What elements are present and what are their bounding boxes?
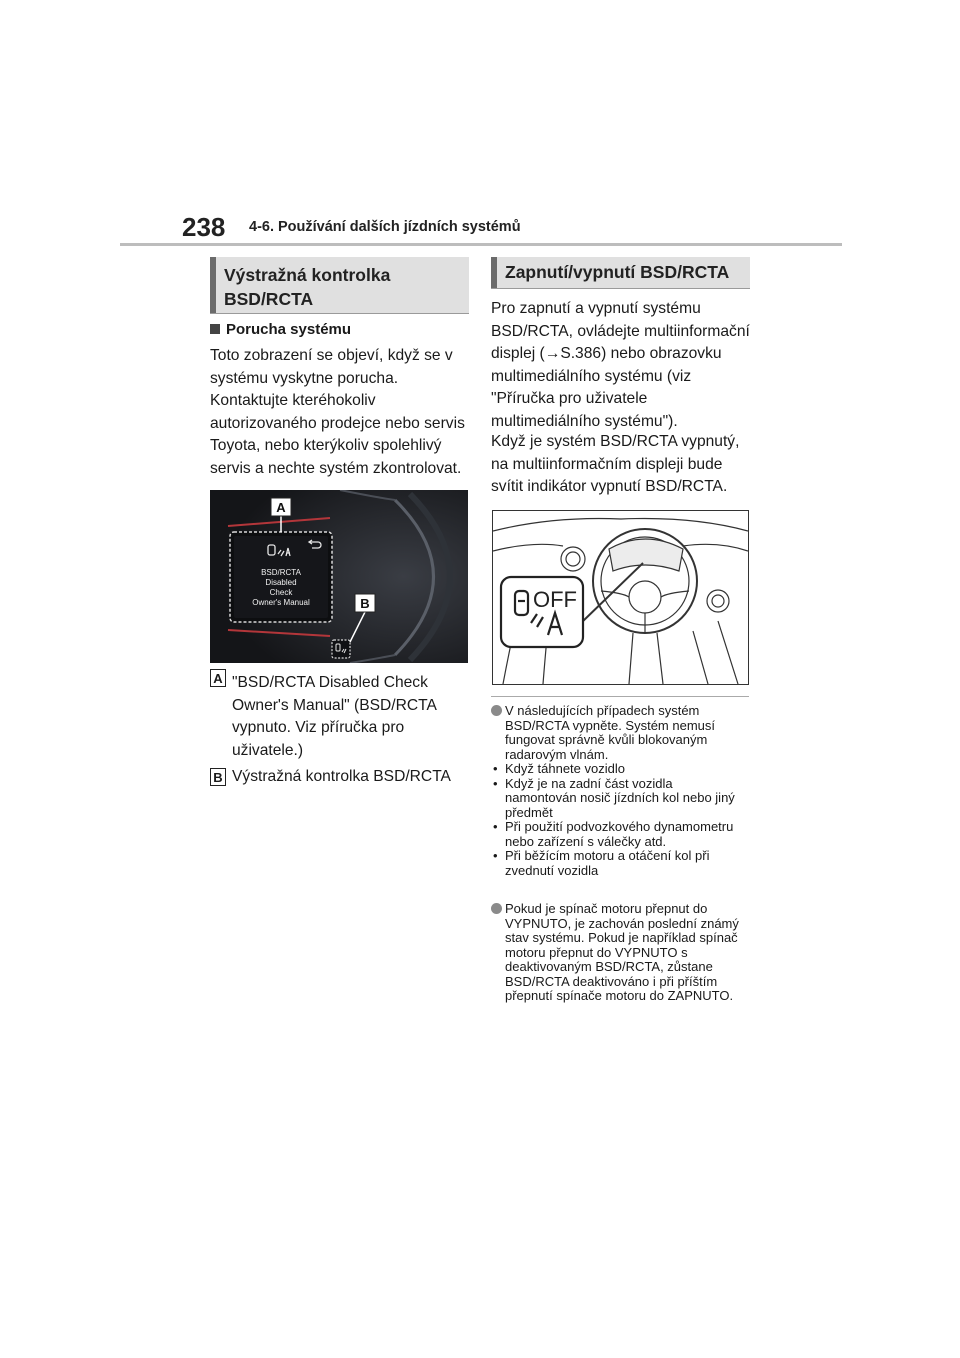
note-bullet-1: • Když táhnete vozidlo xyxy=(491,762,747,777)
car-interior-figure xyxy=(492,510,749,685)
screen-line4: Owner's Manual xyxy=(252,598,310,607)
square-bullet-icon xyxy=(210,324,220,334)
right-vent xyxy=(707,590,729,612)
note-text-1: V následujících případech systém BSD/RCTA vypněte. Systém nemusí fungovat správně kvůli blokovaným radarovým vlnám. xyxy=(505,703,715,762)
note-item-2 xyxy=(491,902,747,1004)
section-underline xyxy=(210,313,469,314)
page-number: 238 xyxy=(182,212,226,242)
note-main-1 xyxy=(491,704,747,762)
section-title-line2: BSD/RCTA xyxy=(224,289,314,309)
section-title-warning-light xyxy=(210,257,469,313)
chapter-title: 4-6. Používání dalších jízdních systémů xyxy=(249,219,521,235)
legend-text-a: "BSD/RCTA Disabled Check Owner's Manual" (BSD/RCTA vypnuto. Viz příručka pro uživatele.) xyxy=(232,674,437,759)
note-item-1 xyxy=(491,704,747,878)
note-bullet-2: • Když je na zadní část vozidla namontován nosič jízdních kol nebo jiný předmět xyxy=(491,777,747,821)
note-bullet-icon xyxy=(491,903,502,914)
screen-line3: Check xyxy=(269,588,293,597)
dashboard-figure xyxy=(210,490,468,663)
notes-rule xyxy=(491,696,749,697)
car-interior-illustration xyxy=(493,511,748,684)
subsection-title xyxy=(210,319,351,342)
callout-b-label: B xyxy=(360,596,370,611)
left-vent xyxy=(561,547,585,571)
screen-line1: BSD/RCTA xyxy=(261,568,301,577)
note-text-2: Pokud je spínač motoru přepnut do VYPNUTO, je zachován poslední známý stav systému. Pokud je například spínač motoru přepnut do VYPNUTO s deaktivovaným BSD/RCTA, zůstane BSD/RCTA deaktivováno i při příštím přepnutí spínače motoru do ZAPNUTO. xyxy=(505,901,739,1003)
indicator-pointer xyxy=(581,563,643,623)
screen-line2: Disabled xyxy=(265,578,297,587)
legend-tag-b: B xyxy=(210,768,226,786)
section-underline-right xyxy=(491,288,750,289)
legend-text-b: Výstražná kontrolka BSD/RCTA xyxy=(232,768,451,785)
on-off-paragraph-1: Pro zapnutí a vypnutí systému BSD/RCTA, ovládejte multiinformační displej (→S.386) nebo obrazovku multimediálního systému (viz "Příručka pro uživatele multimediálního systému"). xyxy=(491,300,750,430)
section-title-line1: Výstražná kontrolka xyxy=(224,265,391,285)
section-title-on-off: Zapnutí/vypnutí BSD/RCTA xyxy=(491,257,750,288)
header-rule xyxy=(120,243,842,246)
note-bullet-3: • Při použití podvozkového dynamometru nebo zařízení s válečky atd. xyxy=(491,820,747,849)
callout-a-label: A xyxy=(276,500,286,515)
malfunction-paragraph: Toto zobrazení se objeví, když se v systému vyskytne porucha. Kontaktujte kteréhokoliv autorizovaného prodejce nebo servis Toyota, nebo kterýkoliv spolehlivý servis a nechte systém zkontrolovat. xyxy=(210,347,465,477)
note-bullet-4: • Při běžícím motoru a otáčení kol při zvednutí vozidla xyxy=(491,849,747,878)
dashboard-illustration xyxy=(210,490,468,663)
subsection-title-text: Porucha systému xyxy=(226,321,352,338)
note-main-2 xyxy=(491,902,747,1004)
off-indicator-text: OFF xyxy=(533,587,577,612)
bsd-indicator-lamp xyxy=(332,640,350,658)
legend-tag-a: A xyxy=(210,669,226,687)
instrument-cluster xyxy=(609,539,683,571)
dashboard-outline xyxy=(493,519,748,532)
on-off-paragraph-2: Když je systém BSD/RCTA vypnutý, na multiinformačním displeji bude svítit indikátor vypnutí BSD/RCTA. xyxy=(491,433,740,495)
note-bullet-icon xyxy=(491,705,502,716)
